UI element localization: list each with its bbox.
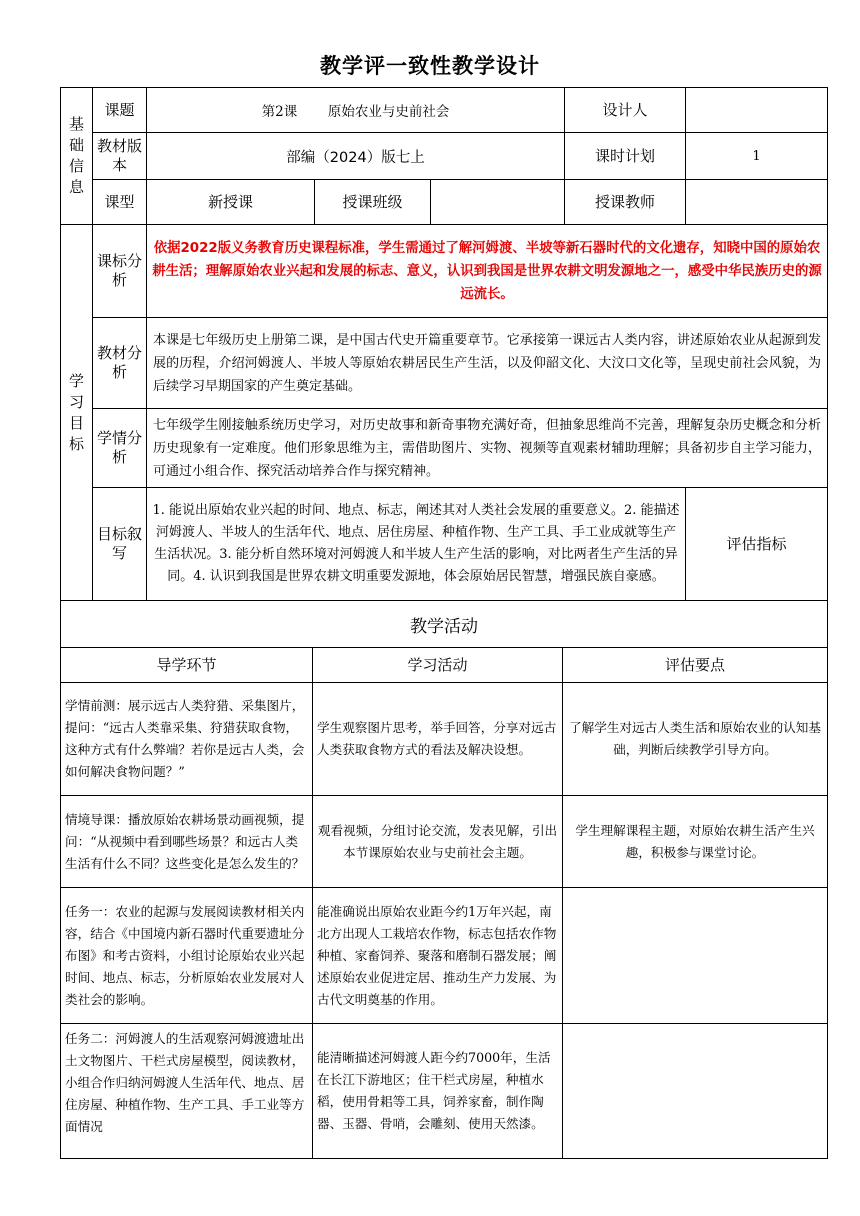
header-activity: 学习活动 [313,648,563,683]
material-label: 教材分析 [93,318,147,409]
topic-label: 课题 [93,88,147,133]
activity-cell: 观看视频，分组讨论交流，发表见解，引出本节课原始农业与史前社会主题。 [313,796,563,888]
eval-indicator-label: 评估指标 [686,488,828,601]
activity-row [61,683,828,796]
activities-table [60,600,828,1159]
topic-cell [147,88,565,133]
row-standard [61,225,828,318]
guide-cell: 学情前测：展示远古人类狩猎、采集图片，提问：“远古人类靠采集、狩猎获取食物，这种方式有什么弊端？若你是远古人类，会如何解决食物问题？” [61,683,313,796]
header-assess: 评估要点 [563,648,828,683]
activity-row [61,888,828,1024]
row-students [61,409,828,488]
plan-label: 课时计划 [565,133,686,180]
activity-cell: 能清晰描述河姆渡人距今约7000年，生活在长江下游地区；住干栏式房屋，种植水稻，使用骨耜等工具，饲养家畜，制作陶器、玉器、骨哨，会雕刻、使用天然漆。 [313,1024,563,1159]
activity-cell: 能准确说出原始农业距今约1万年兴起，南北方出现人工栽培农作物，标志包括农作物种植、家畜饲养、聚落和磨制石器发展；阐述原始农业促进定居、推动生产力发展、为古代文明奠基的作用。 [313,888,563,1024]
plan-value: 1 [686,133,828,180]
objectives-label: 目标叙写 [93,488,147,601]
activity-row [61,796,828,888]
row-topic [61,88,828,133]
type-value: 新授课 [147,180,315,225]
activity-row [61,1024,828,1159]
activity-cell: 学生观察图片思考，举手回答，分享对远古人类获取食物方式的看法及解决设想。 [313,683,563,796]
edition-label: 教材版本 [93,133,147,180]
basic-info-label: 基 础 信 息 [61,88,93,225]
row-objectives [61,488,828,601]
edition-value: 部编（2024）版七上 [147,133,565,180]
learning-goals-label: 学 习 目 标 [61,225,93,601]
assess-cell: 学生理解课程主题，对原始农耕生活产生兴趣，积极参与课堂讨论。 [563,796,828,888]
row-material [61,318,828,409]
lesson-info-table [60,87,828,601]
lesson-number: 第2课 [261,104,298,120]
guide-cell: 任务二：河姆渡人的生活观察河姆渡遗址出土文物图片、干栏式房屋模型，阅读教材，小组合作归纳河姆渡人生活年代、地点、居住房屋、种植作物、生产工具、手工业等方面情况 [61,1024,313,1159]
students-text: 七年级学生刚接触系统历史学习，对历史故事和新奇事物充满好奇，但抽象思维尚不完善，理解复杂历史概念和分析历史现象有一定难度。他们形象思维为主，需借助图片、实物、视频等直观素材辅助理解；具备初步自主学习能力，可通过小组合作、探究活动培养合作与探究精神。 [147,409,828,488]
standard-label: 课标分析 [93,225,147,318]
teacher-value[interactable] [686,180,828,225]
teacher-label: 授课教师 [565,180,686,225]
class-value[interactable] [431,180,565,225]
designer-value[interactable] [686,88,828,133]
activities-title: 教学活动 [61,601,828,648]
activities-title-row [61,601,828,648]
type-label: 课型 [93,180,147,225]
students-label: 学情分析 [93,409,147,488]
material-text: 本课是七年级历史上册第二课，是中国古代史开篇重要章节。它承接第一课远古人类内容，讲述原始农业从起源到发展的历程，介绍河姆渡人、半坡人等原始农耕居民生产生活，以及仰韶文化、大汶口文化等，呈现史前社会风貌，为后续学习早期国家的产生奠定基础。 [147,318,828,409]
assess-cell [563,1024,828,1159]
standard-text: 依据2022版义务教育历史课程标准，学生需通过了解河姆渡、半坡等新石器时代的文化遗存，知晓中国的原始农耕生活；理解原始农业兴起和发展的标志、意义，认识到我国是世界农耕文明发源地之一，感受中华民族历史的源远流长。 [147,225,828,318]
assess-cell: 了解学生对远古人类生活和原始农业的认知基础，判断后续教学引导方向。 [563,683,828,796]
header-guide: 导学环节 [61,648,313,683]
guide-cell: 情境导课：播放原始农耕场景动画视频，提问：“从视频中看到哪些场景？和远古人类生活有什么不同？这些变化是怎么发生的？ [61,796,313,888]
page-title: 教学评一致性教学设计 [320,54,540,78]
assess-cell [563,888,828,1024]
class-label: 授课班级 [315,180,431,225]
designer-label: 设计人 [565,88,686,133]
activities-header-row [61,648,828,683]
objectives-text: 1. 能说出原始农业兴起的时间、地点、标志，阐述其对人类社会发展的重要意义。2. 能描述河姆渡人、半坡人的生活年代、地点、居住房屋、种植作物、生产工具、手工业成就等生产生活状况。3. 能分析自然环境对河姆渡人和半坡人生产生活的影响，对比两者生产生活的异同。4. 认识到我国是世界农耕文明重要发源地，体会原始居民智慧，增强民族自豪感。 [147,488,686,601]
lesson-topic: 原始农业与史前社会 [327,104,450,120]
row-type [61,180,828,225]
row-edition [61,133,828,180]
guide-cell: 任务一：农业的起源与发展阅读教材相关内容，结合《中国境内新石器时代重要遗址分布图》和考古资料，小组讨论原始农业兴起时间、地点、标志，分析原始农业发展对人类社会的影响。 [61,888,313,1024]
